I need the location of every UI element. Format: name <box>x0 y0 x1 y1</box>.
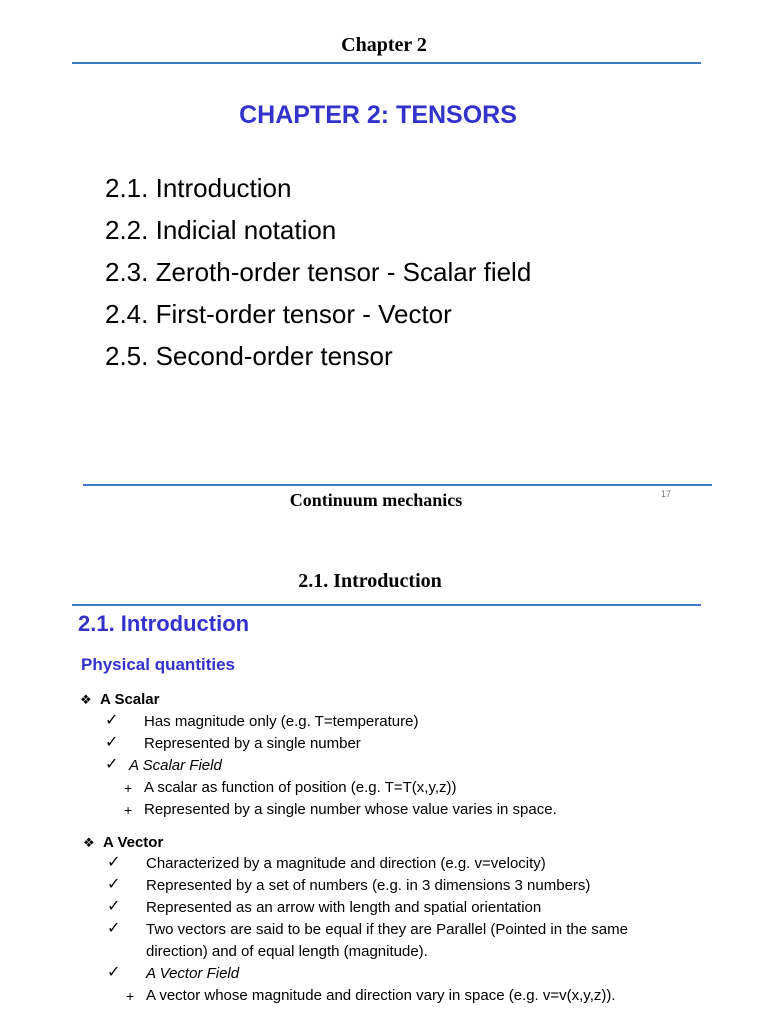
check-icon: ✓ <box>107 898 121 915</box>
header-rule <box>72 604 701 606</box>
sub-list-item: A vector whose magnitude and direction vary in space (e.g. v=v(x,y,z)). <box>146 987 616 1004</box>
toc-item: 2.4. First-order tensor - Vector <box>105 299 452 329</box>
sub-list-item: A scalar as function of position (e.g. T=T(x,y,z)) <box>144 779 457 796</box>
toc-item: 2.5. Second-order tensor <box>105 341 393 371</box>
diamond-bullet-icon: ❖ <box>83 835 95 850</box>
page-footer-title: Continuum mechanics <box>289 490 463 510</box>
list-item-continuation: direction) and of equal length (magnitude). <box>146 943 428 960</box>
diamond-bullet-icon: ❖ <box>80 692 92 707</box>
sub-list-item: Represented by a single number whose value varies in space. <box>144 801 557 818</box>
vector-title-text: A Vector <box>103 834 164 851</box>
plus-icon: + <box>124 802 133 818</box>
list-item: A Vector Field <box>146 965 240 982</box>
plus-icon: + <box>126 988 135 1004</box>
page-header-title: Chapter 2 <box>341 34 427 56</box>
check-icon: ✓ <box>105 756 119 773</box>
toc-item: 2.1. Introduction <box>105 173 292 203</box>
list-item: Represented by a single number <box>144 735 361 752</box>
vector-title <box>83 833 163 853</box>
chapter-heading: CHAPTER 2: TENSORS <box>239 101 517 129</box>
list-item: Has magnitude only (e.g. T=temperature) <box>144 713 419 730</box>
footer-rule <box>83 484 712 486</box>
scalar-title-text: A Scalar <box>100 691 160 708</box>
check-icon: ✓ <box>107 964 121 981</box>
check-icon: ✓ <box>105 734 119 751</box>
page-number: 17 <box>661 489 672 499</box>
check-icon: ✓ <box>107 876 121 893</box>
check-icon: ✓ <box>105 712 119 729</box>
list-item: Two vectors are said to be equal if they are Parallel (Pointed in the same <box>146 921 628 938</box>
list-item: Characterized by a magnitude and direction (e.g. v=velocity) <box>146 855 546 872</box>
list-item: Represented as an arrow with length and spatial orientation <box>146 899 542 916</box>
check-icon: ✓ <box>107 854 121 871</box>
toc-item: 2.3. Zeroth-order tensor - Scalar field <box>105 257 532 287</box>
sub-heading: Physical quantities <box>81 655 235 674</box>
toc-item: 2.2. Indicial notation <box>105 215 337 245</box>
check-icon: ✓ <box>107 920 121 937</box>
header-rule <box>72 62 701 64</box>
plus-icon: + <box>124 780 133 796</box>
list-item: A Scalar Field <box>129 757 222 774</box>
list-item: Represented by a set of numbers (e.g. in 3 dimensions 3 numbers) <box>146 877 591 894</box>
scalar-title <box>80 690 159 710</box>
table-of-contents <box>105 170 531 380</box>
section-heading: 2.1. Introduction <box>78 611 250 636</box>
page-header-title: 2.1. Introduction <box>298 570 442 592</box>
